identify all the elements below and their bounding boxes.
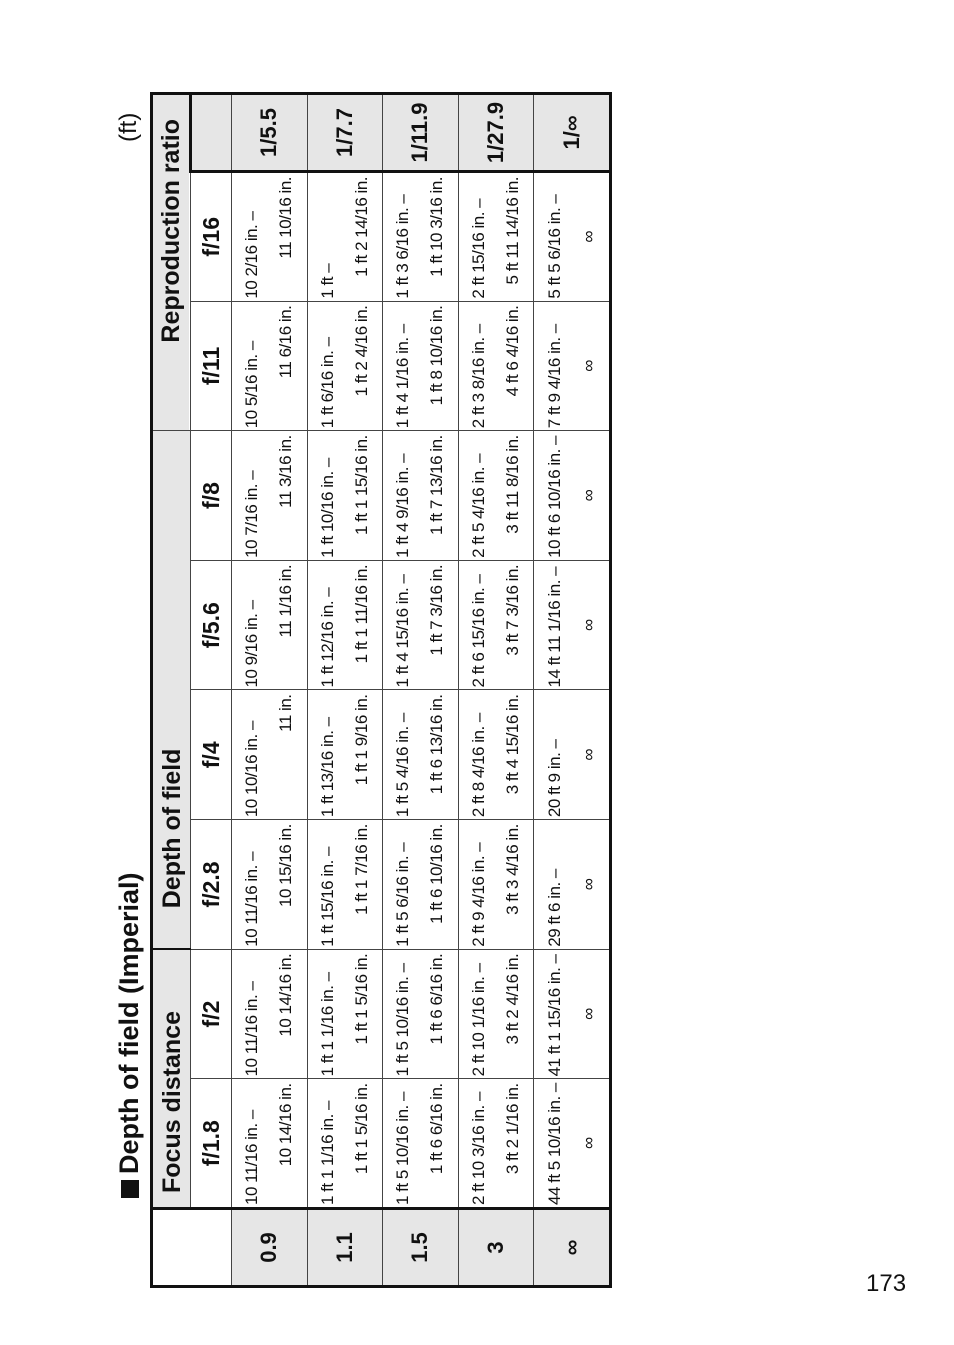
depth-of-field-cell: [458, 949, 534, 1079]
far-limit: 1 ft 7 13/16 in.: [427, 435, 447, 535]
depth-of-field-cell: [307, 690, 383, 820]
depth-of-field-cell: [232, 301, 308, 431]
far-limit: 5 ft 11 14/16 in.: [503, 177, 523, 285]
depth-of-field-cell: [383, 301, 459, 431]
near-limit: 10 11/16 in. –: [242, 851, 262, 947]
far-limit: ∞: [578, 489, 598, 502]
rotated-page-content: [80, 90, 640, 1290]
near-limit: 2 ft 3 8/16 in. –: [469, 324, 489, 429]
far-limit: ∞: [578, 360, 598, 372]
far-limit: 10 14/16 in.: [276, 1083, 296, 1167]
group-header-row: [152, 94, 191, 1287]
depth-of-field-cell: [458, 172, 534, 302]
aperture-header-row: [191, 94, 232, 1287]
far-limit: 11 1/16 in.: [276, 564, 296, 638]
focus-distance-cell: 0.9: [232, 1209, 308, 1287]
far-limit: 3 ft 11 8/16 in.: [503, 435, 523, 534]
near-limit: 1 ft 15/16 in. –: [317, 847, 337, 947]
near-limit: 1 ft 5 4/16 in. –: [393, 713, 413, 818]
depth-of-field-cell: [307, 301, 383, 431]
far-limit: ∞: [578, 878, 598, 891]
far-limit: 4 ft 6 4/16 in.: [503, 305, 523, 397]
far-limit: 10 14/16 in.: [276, 953, 296, 1037]
far-limit: 10 15/16 in.: [276, 824, 296, 907]
depth-of-field-cell: [383, 949, 459, 1079]
near-limit: 10 7/16 in. –: [242, 470, 262, 558]
depth-of-field-cell: [458, 301, 534, 431]
aperture-header: f/8: [191, 431, 232, 561]
near-limit: 1 ft 5 10/16 in. –: [393, 1092, 413, 1205]
far-limit: 11 in.: [276, 694, 296, 732]
table-row: [307, 94, 383, 1287]
near-limit: 1 ft 13/16 in. –: [317, 717, 337, 818]
depth-of-field-cell: [383, 172, 459, 302]
far-limit: 1 ft 1 5/16 in.: [351, 953, 371, 1045]
far-limit: 11 3/16 in.: [276, 435, 296, 508]
far-limit: 3 ft 7 3/16 in.: [503, 564, 523, 656]
reproduction-ratio-cell: 1/7.7: [307, 94, 383, 172]
near-limit: 10 ft 6 10/16 in. –: [544, 435, 564, 558]
focus-distance-cell: 3: [458, 1209, 534, 1287]
depth-of-field-cell: [232, 172, 308, 302]
depth-of-field-cell: [307, 1079, 383, 1209]
near-limit: 1 ft 5 6/16 in. –: [393, 842, 413, 947]
far-limit: 1 ft 1 9/16 in.: [351, 694, 371, 786]
near-limit: 29 ft 6 in. –: [544, 869, 564, 947]
depth-of-field-cell: [232, 820, 308, 950]
depth-of-field-cell: [534, 431, 611, 561]
near-limit: 1 ft 4 1/16 in. –: [393, 324, 413, 429]
reproduction-ratio-cell: 1/5.5: [232, 94, 308, 172]
far-limit: 1 ft 7 3/16 in.: [427, 564, 447, 656]
aperture-header: f/1.8: [191, 1079, 232, 1209]
depth-of-field-cell: [232, 1079, 308, 1209]
depth-of-field-cell: [534, 690, 611, 820]
aperture-header: f/2.8: [191, 820, 232, 950]
reproduction-ratio-cell: 1/∞: [534, 94, 611, 172]
depth-of-field-cell: [534, 172, 611, 302]
far-limit: 3 ft 3 4/16 in.: [503, 824, 523, 915]
near-limit: 2 ft 9 4/16 in. –: [469, 842, 489, 947]
title-bullet-square-icon: [121, 1180, 139, 1198]
far-limit: 1 ft 1 7/16 in.: [351, 824, 371, 915]
near-limit: 1 ft 4 9/16 in. –: [393, 453, 413, 558]
near-limit: 14 ft 11 1/16 in. –: [544, 566, 564, 688]
table-row: [458, 94, 534, 1287]
far-limit: ∞: [578, 749, 598, 761]
unit-label: (ft): [115, 112, 142, 142]
far-limit: 1 ft 6 10/16 in.: [427, 824, 447, 924]
depth-of-field-cell: [458, 1079, 534, 1209]
near-limit: 1 ft 12/16 in. –: [317, 587, 337, 688]
aperture-header: f/2: [191, 949, 232, 1079]
far-limit: 1 ft 1 15/16 in.: [351, 435, 371, 535]
section-title: [112, 872, 146, 1198]
focus-distance-cell: 1.1: [307, 1209, 383, 1287]
far-limit: 3 ft 4 15/16 in.: [503, 694, 523, 795]
section-title-text: Depth of field (Imperial): [114, 872, 144, 1174]
near-limit: 1 ft 3 6/16 in. –: [393, 194, 413, 299]
near-limit: 2 ft 15/16 in. –: [469, 198, 489, 299]
near-limit: 10 5/16 in. –: [242, 341, 262, 429]
far-limit: 1 ft 2 4/16 in.: [351, 305, 371, 397]
aperture-header: f/11: [191, 301, 232, 431]
far-limit: 3 ft 2 1/16 in.: [503, 1083, 523, 1175]
focus-distance-header: Focus distance: [152, 949, 191, 1208]
table-row: [383, 94, 459, 1287]
near-limit: 2 ft 5 4/16 in. –: [469, 453, 489, 558]
depth-of-field-table: [150, 92, 612, 1288]
far-limit: 1 ft 1 5/16 in.: [351, 1083, 371, 1175]
near-limit: 10 11/16 in. –: [242, 1110, 262, 1205]
depth-of-field-cell: [383, 431, 459, 561]
table-body: [232, 94, 611, 1287]
near-limit: 2 ft 10 3/16 in. –: [469, 1092, 489, 1205]
near-limit: 1 ft 5 10/16 in. –: [393, 963, 413, 1077]
reproduction-ratio-cell: 1/27.9: [458, 94, 534, 172]
far-limit: 1 ft 6 13/16 in.: [427, 694, 447, 795]
aperture-header: f/16: [191, 172, 232, 302]
depth-of-field-cell: [232, 690, 308, 820]
far-limit: 1 ft 10 3/16 in.: [427, 177, 447, 277]
near-limit: 20 ft 9 in. –: [544, 739, 564, 818]
depth-of-field-cell: [307, 820, 383, 950]
depth-of-field-cell: [307, 172, 383, 302]
depth-of-field-cell: [458, 820, 534, 950]
far-limit: 11 10/16 in.: [276, 177, 296, 259]
depth-of-field-cell: [383, 560, 459, 690]
near-limit: 10 11/16 in. –: [242, 981, 262, 1077]
table-row: [534, 94, 611, 1287]
depth-of-field-cell: [534, 949, 611, 1079]
depth-of-field-cell: [232, 431, 308, 561]
near-limit: 1 ft 10/16 in. –: [317, 458, 337, 558]
depth-of-field-cell: [458, 690, 534, 820]
aperture-header: f/4: [191, 690, 232, 820]
near-limit: 10 9/16 in. –: [242, 600, 262, 688]
near-limit: 10 10/16 in. –: [242, 721, 262, 818]
near-limit: 2 ft 10 1/16 in. –: [469, 963, 489, 1077]
depth-of-field-cell: [534, 301, 611, 431]
ratio-header-spacer: [191, 94, 232, 172]
near-limit: 44 ft 5 10/16 in. –: [544, 1083, 564, 1205]
near-limit: 1 ft 6/16 in. –: [317, 337, 337, 429]
far-limit: 1 ft 8 10/16 in.: [427, 305, 447, 406]
focus-distance-cell: 1.5: [383, 1209, 459, 1287]
far-limit: 1 ft 6 6/16 in.: [427, 953, 447, 1045]
focus-distance-cell: ∞: [534, 1209, 611, 1287]
near-limit: 41 ft 1 15/16 in. –: [544, 954, 564, 1077]
reproduction-ratio-header: Reproduction ratio: [152, 94, 191, 431]
far-limit: 11 6/16 in.: [276, 305, 296, 379]
depth-of-field-cell: [458, 560, 534, 690]
depth-of-field-cell: [534, 1079, 611, 1209]
table-row: [232, 94, 308, 1287]
near-limit: 10 2/16 in. –: [242, 211, 262, 299]
table-header: [152, 94, 232, 1287]
near-limit: 1 ft –: [317, 263, 337, 299]
depth-of-field-cell: [307, 949, 383, 1079]
depth-of-field-header: Depth of field: [152, 431, 191, 950]
depth-of-field-cell: [307, 560, 383, 690]
aperture-header: f/5.6: [191, 560, 232, 690]
far-limit: 1 ft 1 11/16 in.: [351, 564, 371, 664]
depth-of-field-cell: [534, 560, 611, 690]
depth-of-field-cell: [232, 560, 308, 690]
page-number: 173: [866, 1270, 907, 1297]
near-limit: 5 ft 5 6/16 in. –: [544, 194, 564, 299]
depth-of-field-cell: [307, 431, 383, 561]
depth-of-field-cell: [458, 431, 534, 561]
depth-of-field-cell: [383, 690, 459, 820]
far-limit: 1 ft 2 14/16 in.: [351, 177, 371, 277]
depth-of-field-cell: [383, 1079, 459, 1209]
far-limit: 3 ft 2 4/16 in.: [503, 953, 523, 1045]
far-limit: ∞: [578, 1137, 598, 1149]
depth-of-field-cell: [383, 820, 459, 950]
near-limit: 1 ft 1 1/16 in. –: [317, 972, 337, 1077]
far-limit: ∞: [578, 619, 598, 631]
near-limit: 2 ft 8 4/16 in. –: [469, 713, 489, 818]
far-limit: 1 ft 6 6/16 in.: [427, 1083, 447, 1175]
reproduction-ratio-cell: 1/11.9: [383, 94, 459, 172]
near-limit: 7 ft 9 4/16 in. –: [544, 324, 564, 429]
far-limit: ∞: [578, 231, 598, 243]
depth-of-field-cell: [534, 820, 611, 950]
near-limit: 1 ft 4 15/16 in. –: [393, 574, 413, 688]
corner-cell: [152, 1209, 232, 1287]
near-limit: 1 ft 1 1/16 in. –: [317, 1101, 337, 1205]
near-limit: 2 ft 6 15/16 in. –: [469, 574, 489, 688]
far-limit: ∞: [578, 1008, 598, 1020]
depth-of-field-cell: [232, 949, 308, 1079]
